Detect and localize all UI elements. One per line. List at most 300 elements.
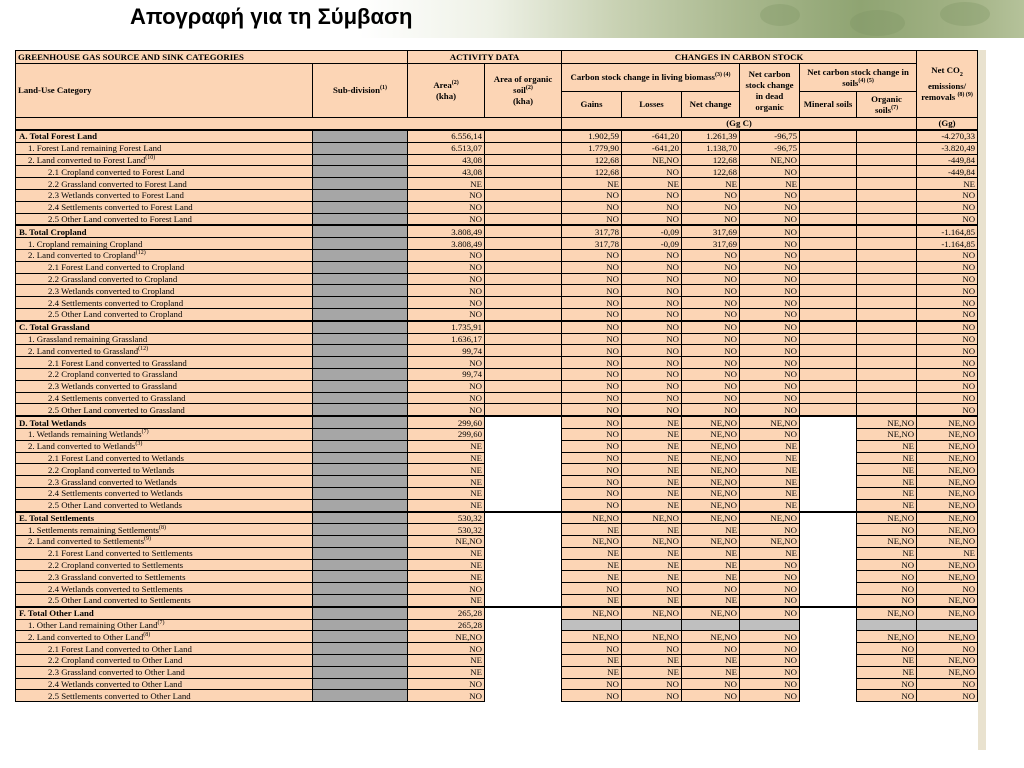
category-label: 2.4 Wetlands converted to Settlements — [48, 583, 183, 594]
subdivision-cell — [313, 333, 408, 345]
subdivision-cell — [313, 583, 408, 595]
orgsoil-cell — [857, 392, 917, 404]
land-use-cell — [16, 308, 313, 320]
area-cell: 265,28 — [408, 619, 485, 631]
gains-cell: NE — [562, 178, 622, 190]
category-label: 2. Land converted to Grassland — [28, 345, 139, 356]
gains-cell: NO — [562, 273, 622, 285]
area-cell: NO — [408, 189, 485, 201]
category-label: 2.3 Grassland converted to Settlements — [48, 571, 186, 582]
subdivision-cell — [313, 536, 408, 548]
area-cell: NO — [408, 273, 485, 285]
land-use-cell — [16, 333, 313, 345]
subdivision-cell — [313, 678, 408, 690]
gains-cell: NE — [562, 547, 622, 559]
gains-cell: NO — [562, 285, 622, 297]
area-cell: NE — [408, 178, 485, 190]
subdivision-cell — [313, 225, 408, 237]
losses-cell: -0,09 — [622, 238, 682, 250]
organic-area-cell — [485, 238, 562, 250]
net-co2-cell: NE,NO — [917, 499, 978, 511]
header-organic-soils: Organic soils$^{(7)}$ — [857, 92, 917, 118]
losses-cell: NE,NO — [622, 631, 682, 643]
orgsoil-cell — [857, 225, 917, 237]
orgsoil-cell: NE,NO — [857, 536, 917, 548]
table-row — [16, 524, 978, 536]
organic-area-cell — [485, 357, 562, 369]
net-cell: NO — [682, 297, 740, 309]
dead-cell: NO — [740, 285, 800, 297]
net-cell: NO — [682, 321, 740, 333]
gains-cell: 122,68 — [562, 154, 622, 166]
gains-cell: NO — [562, 345, 622, 357]
area-cell: NE — [408, 571, 485, 583]
dead-cell: NO — [740, 631, 800, 643]
net-cell: NO — [682, 404, 740, 416]
table-row — [16, 273, 978, 285]
organic-area-cell — [485, 559, 562, 571]
gains-cell: NE — [562, 571, 622, 583]
organic-area-cell — [485, 321, 562, 333]
land-use-cell — [16, 536, 313, 548]
mineral-cell — [800, 166, 857, 178]
header-area: Area$^{(2)}$ (kha) — [408, 64, 485, 118]
losses-cell: NE,NO — [622, 512, 682, 524]
subdivision-cell — [313, 273, 408, 285]
organic-area-cell — [485, 678, 562, 690]
orgsoil-cell — [857, 189, 917, 201]
subdivision-cell — [313, 297, 408, 309]
area-cell: NE,NO — [408, 631, 485, 643]
net-co2-cell: NO — [917, 643, 978, 655]
land-use-cell — [16, 154, 313, 166]
net-co2-cell: NO — [917, 321, 978, 333]
subdivision-cell — [313, 321, 408, 333]
losses-cell: NE — [622, 476, 682, 488]
orgsoil-cell — [857, 380, 917, 392]
table-row — [16, 321, 978, 333]
orgsoil-cell — [857, 404, 917, 416]
area-cell: NO — [408, 404, 485, 416]
gains-cell: NO — [562, 404, 622, 416]
organic-area-cell — [485, 583, 562, 595]
dead-cell: NE — [740, 547, 800, 559]
area-cell: NO — [408, 643, 485, 655]
mineral-cell — [800, 189, 857, 201]
header-gains: Gains — [562, 92, 622, 118]
orgsoil-cell: NE,NO — [857, 512, 917, 524]
land-use-cell — [16, 464, 313, 476]
area-cell: NO — [408, 201, 485, 213]
land-use-cell — [16, 380, 313, 392]
organic-area-cell — [485, 249, 562, 261]
subdivision-cell — [313, 487, 408, 499]
orgsoil-cell — [857, 178, 917, 190]
side-band — [978, 50, 986, 750]
organic-area-cell — [485, 273, 562, 285]
losses-cell: NO — [622, 261, 682, 273]
gains-cell: NO — [562, 368, 622, 380]
land-use-cell — [16, 178, 313, 190]
orgsoil-cell: NE — [857, 452, 917, 464]
orgsoil-cell: NE — [857, 464, 917, 476]
category-label: 2.3 Grassland converted to Wetlands — [48, 476, 177, 487]
gains-cell: NO — [562, 440, 622, 452]
subdivision-cell — [313, 666, 408, 678]
land-use-cell — [16, 189, 313, 201]
mineral-cell — [800, 666, 857, 678]
gains-cell: NO — [562, 583, 622, 595]
footnote-ref: (8) — [143, 631, 151, 638]
net-cell: NE — [682, 559, 740, 571]
organic-area-cell — [485, 368, 562, 380]
net-co2-cell: NE — [917, 178, 978, 190]
net-co2-cell: NE,NO — [917, 559, 978, 571]
area-cell: NE — [408, 487, 485, 499]
net-cell: NE,NO — [682, 499, 740, 511]
organic-area-cell — [485, 631, 562, 643]
category-label: C. Total Grassland — [19, 322, 90, 333]
category-label: 1. Other Land remaining Other Land — [28, 620, 158, 631]
organic-area-cell — [485, 547, 562, 559]
organic-area-cell — [485, 345, 562, 357]
net-cell: 317,69 — [682, 225, 740, 237]
gains-cell: NO — [562, 261, 622, 273]
subdivision-cell — [313, 285, 408, 297]
table-row — [16, 238, 978, 250]
gains-cell: 1.779,90 — [562, 142, 622, 154]
mineral-cell — [800, 225, 857, 237]
land-use-cell — [16, 225, 313, 237]
category-label: 2.5 Settlements converted to Other Land — [48, 690, 191, 701]
table-row — [16, 631, 978, 643]
category-label: 2.4 Settlements converted to Grassland — [48, 392, 186, 403]
land-use-cell — [16, 487, 313, 499]
table-row — [16, 428, 978, 440]
net-co2-cell: NE,NO — [917, 487, 978, 499]
net-co2-cell: -449,84 — [917, 166, 978, 178]
orgsoil-cell — [857, 333, 917, 345]
category-label: 2.5 Other Land converted to Forest Land — [48, 213, 192, 224]
land-use-cell — [16, 607, 313, 619]
category-label: 2.1 Forest Land converted to Grassland — [48, 357, 187, 368]
net-cell: NO — [682, 213, 740, 225]
category-label: 1. Wetlands remaining Wetlands — [28, 429, 142, 440]
mineral-cell — [800, 607, 857, 619]
subdivision-cell — [313, 607, 408, 619]
category-label: D. Total Wetlands — [19, 417, 87, 428]
orgsoil-cell — [857, 619, 917, 631]
table-row — [16, 655, 978, 667]
category-label: 2. Land converted to Forest Land — [28, 154, 146, 165]
category-label: 2. Land converted to Wetlands — [28, 441, 136, 452]
losses-cell: NE,NO — [622, 154, 682, 166]
net-co2-cell: NE,NO — [917, 536, 978, 548]
losses-cell: NO — [622, 333, 682, 345]
area-cell: NO — [408, 308, 485, 320]
area-cell: NE — [408, 595, 485, 607]
dead-cell: NE — [740, 440, 800, 452]
gains-cell: 317,78 — [562, 225, 622, 237]
mineral-cell — [800, 345, 857, 357]
losses-cell: NE — [622, 524, 682, 536]
net-cell: NO — [682, 690, 740, 702]
subdivision-cell — [313, 524, 408, 536]
dead-cell: NO — [740, 297, 800, 309]
orgsoil-cell — [857, 154, 917, 166]
header-activity-data: ACTIVITY DATA — [408, 51, 562, 64]
orgsoil-cell — [857, 213, 917, 225]
organic-area-cell — [485, 428, 562, 440]
organic-area-cell — [485, 666, 562, 678]
land-use-cell — [16, 297, 313, 309]
dead-cell: NO — [740, 607, 800, 619]
losses-cell: NO — [622, 273, 682, 285]
organic-area-cell — [485, 392, 562, 404]
orgsoil-cell — [857, 142, 917, 154]
orgsoil-cell: NE — [857, 499, 917, 511]
table-row — [16, 559, 978, 571]
losses-cell: NO — [622, 166, 682, 178]
category-label: 2.2 Grassland converted to Cropland — [48, 273, 178, 284]
net-cell: NO — [682, 392, 740, 404]
category-label: 2.3 Grassland converted to Other Land — [48, 667, 185, 678]
dead-cell: NO — [740, 404, 800, 416]
land-use-cell — [16, 583, 313, 595]
orgsoil-cell: NE — [857, 440, 917, 452]
land-use-cell — [16, 595, 313, 607]
dead-cell: -96,75 — [740, 130, 800, 142]
organic-area-cell — [485, 595, 562, 607]
losses-cell: NO — [622, 201, 682, 213]
losses-cell: NO — [622, 643, 682, 655]
subdivision-cell — [313, 690, 408, 702]
losses-cell: NO — [622, 345, 682, 357]
net-co2-cell: NO — [917, 380, 978, 392]
orgsoil-cell — [857, 273, 917, 285]
organic-area-cell — [485, 452, 562, 464]
losses-cell: NE — [622, 464, 682, 476]
footnote-ref: (3) — [135, 441, 143, 448]
dead-cell: NO — [740, 559, 800, 571]
net-co2-cell: NO — [917, 404, 978, 416]
gains-cell: NE — [562, 655, 622, 667]
dead-cell: NO — [740, 380, 800, 392]
dead-cell: NO — [740, 308, 800, 320]
gains-cell — [562, 619, 622, 631]
losses-cell: NE — [622, 452, 682, 464]
category-label: 1. Settlements remaining Settlements — [28, 524, 159, 535]
net-cell: NO — [682, 380, 740, 392]
category-label: 2.1 Forest Land converted to Cropland — [48, 262, 185, 273]
category-label: 1. Grassland remaining Grassland — [28, 333, 148, 344]
mineral-cell — [800, 404, 857, 416]
organic-area-cell — [485, 536, 562, 548]
organic-area-cell — [485, 655, 562, 667]
organic-area-cell — [485, 487, 562, 499]
organic-area-cell — [485, 178, 562, 190]
mineral-cell — [800, 178, 857, 190]
mineral-cell — [800, 357, 857, 369]
land-use-cell — [16, 201, 313, 213]
area-cell: 99,74 — [408, 368, 485, 380]
category-label: 2.1 Forest Land converted to Wetlands — [48, 452, 184, 463]
organic-area-cell — [485, 512, 562, 524]
net-co2-cell: NO — [917, 249, 978, 261]
mineral-cell — [800, 655, 857, 667]
table-row — [16, 595, 978, 607]
table-row — [16, 368, 978, 380]
net-cell: NO — [682, 583, 740, 595]
category-label: 2.4 Wetlands converted to Other Land — [48, 679, 182, 690]
category-label: 2.1 Forest Land converted to Other Land — [48, 643, 192, 654]
footnote-ref: (9) — [144, 536, 152, 543]
subdivision-cell — [313, 512, 408, 524]
table-row — [16, 154, 978, 166]
subdivision-cell — [313, 619, 408, 631]
organic-area-cell — [485, 189, 562, 201]
footnote-ref: (7) — [141, 429, 149, 436]
header-land-use: Land-Use Category — [16, 64, 313, 118]
orgsoil-cell: NO — [857, 559, 917, 571]
land-use-cell — [16, 476, 313, 488]
orgsoil-cell: NE — [857, 655, 917, 667]
dead-cell: NO — [740, 166, 800, 178]
net-cell: NE,NO — [682, 440, 740, 452]
orgsoil-cell: NE,NO — [857, 607, 917, 619]
orgsoil-cell — [857, 285, 917, 297]
mineral-cell — [800, 643, 857, 655]
organic-area-cell — [485, 333, 562, 345]
gains-cell: 122,68 — [562, 166, 622, 178]
land-use-cell — [16, 404, 313, 416]
subdivision-cell — [313, 368, 408, 380]
area-cell: NO — [408, 380, 485, 392]
mineral-cell — [800, 308, 857, 320]
gains-cell: NO — [562, 380, 622, 392]
area-cell: NO — [408, 297, 485, 309]
header-mineral-soils: Mineral soils — [800, 92, 857, 118]
subdivision-cell — [313, 178, 408, 190]
header-net-co2: Net $CO_2$ emissions/ removals $^{(8) (9)}$ — [917, 51, 978, 118]
mineral-cell — [800, 487, 857, 499]
mineral-cell — [800, 273, 857, 285]
net-cell: NE,NO — [682, 476, 740, 488]
area-cell: NE,NO — [408, 536, 485, 548]
net-cell: NE,NO — [682, 607, 740, 619]
category-label: F. Total Other Land — [19, 608, 94, 619]
losses-cell: NE,NO — [622, 607, 682, 619]
net-co2-cell: NO — [917, 201, 978, 213]
losses-cell: NO — [622, 285, 682, 297]
net-cell: NE,NO — [682, 428, 740, 440]
header-changes-carbon: CHANGES IN CARBON STOCK — [562, 51, 917, 64]
category-label: 2.2 Cropland converted to Wetlands — [48, 464, 175, 475]
losses-cell: NE — [622, 595, 682, 607]
dead-cell: NO — [740, 201, 800, 213]
table-row — [16, 619, 978, 631]
land-use-cell — [16, 142, 313, 154]
net-cell: NE — [682, 655, 740, 667]
net-cell: NE,NO — [682, 464, 740, 476]
dead-cell: NO — [740, 189, 800, 201]
net-cell: NO — [682, 261, 740, 273]
subdivision-cell — [313, 428, 408, 440]
losses-cell: NE — [622, 559, 682, 571]
dead-cell: NO — [740, 333, 800, 345]
losses-cell: NE,NO — [622, 536, 682, 548]
gains-cell: 1.902,59 — [562, 130, 622, 142]
subdivision-cell — [313, 595, 408, 607]
losses-cell: NE — [622, 547, 682, 559]
net-co2-cell: NE,NO — [917, 655, 978, 667]
category-label: 1. Cropland remaining Cropland — [28, 238, 143, 249]
losses-cell: NO — [622, 357, 682, 369]
category-label: 2.5 Other Land converted to Settlements — [48, 595, 191, 606]
net-cell: NE,NO — [682, 416, 740, 428]
net-co2-cell: NO — [917, 213, 978, 225]
mineral-cell — [800, 499, 857, 511]
gains-cell: NE — [562, 595, 622, 607]
table-row — [16, 690, 978, 702]
orgsoil-cell: NE,NO — [857, 631, 917, 643]
net-co2-cell — [917, 619, 978, 631]
header-unit-spacer — [16, 118, 562, 131]
category-label: 2.2 Cropland converted to Settlements — [48, 560, 184, 571]
dead-cell: NO — [740, 571, 800, 583]
orgsoil-cell: NE — [857, 487, 917, 499]
land-use-cell — [16, 666, 313, 678]
footnote-ref: (8) — [158, 524, 166, 531]
orgsoil-cell — [857, 321, 917, 333]
dead-cell: NO — [740, 225, 800, 237]
net-co2-cell: -1.164,85 — [917, 238, 978, 250]
net-co2-cell: NE,NO — [917, 595, 978, 607]
mineral-cell — [800, 201, 857, 213]
losses-cell: NE — [622, 487, 682, 499]
net-co2-cell: NE,NO — [917, 607, 978, 619]
category-label: 2. Land converted to Cropland — [28, 250, 136, 261]
organic-area-cell — [485, 476, 562, 488]
losses-cell: NE — [622, 428, 682, 440]
table-row — [16, 464, 978, 476]
dead-cell: NE,NO — [740, 416, 800, 428]
net-co2-cell: NE,NO — [917, 440, 978, 452]
category-label: 2.2 Cropland converted to Other Land — [48, 655, 183, 666]
gains-cell: NO — [562, 201, 622, 213]
table-row — [16, 380, 978, 392]
dead-cell: NO — [740, 643, 800, 655]
net-co2-cell: NO — [917, 690, 978, 702]
net-co2-cell: NE,NO — [917, 416, 978, 428]
area-cell: 1.735,91 — [408, 321, 485, 333]
gains-cell: NE — [562, 559, 622, 571]
organic-area-cell — [485, 619, 562, 631]
area-cell: NE — [408, 666, 485, 678]
category-label: 2.5 Other Land converted to Grassland — [48, 404, 185, 415]
losses-cell: NO — [622, 368, 682, 380]
organic-area-cell — [485, 142, 562, 154]
gains-cell: NO — [562, 333, 622, 345]
area-cell: 1.636,17 — [408, 333, 485, 345]
slide-title: Απογραφή για τη Σύμβαση — [130, 4, 413, 29]
footnote-ref: (10) — [145, 154, 156, 161]
table-row — [16, 607, 978, 619]
dead-cell: NE,NO — [740, 512, 800, 524]
table-row — [16, 476, 978, 488]
subdivision-cell — [313, 559, 408, 571]
table-row — [16, 666, 978, 678]
